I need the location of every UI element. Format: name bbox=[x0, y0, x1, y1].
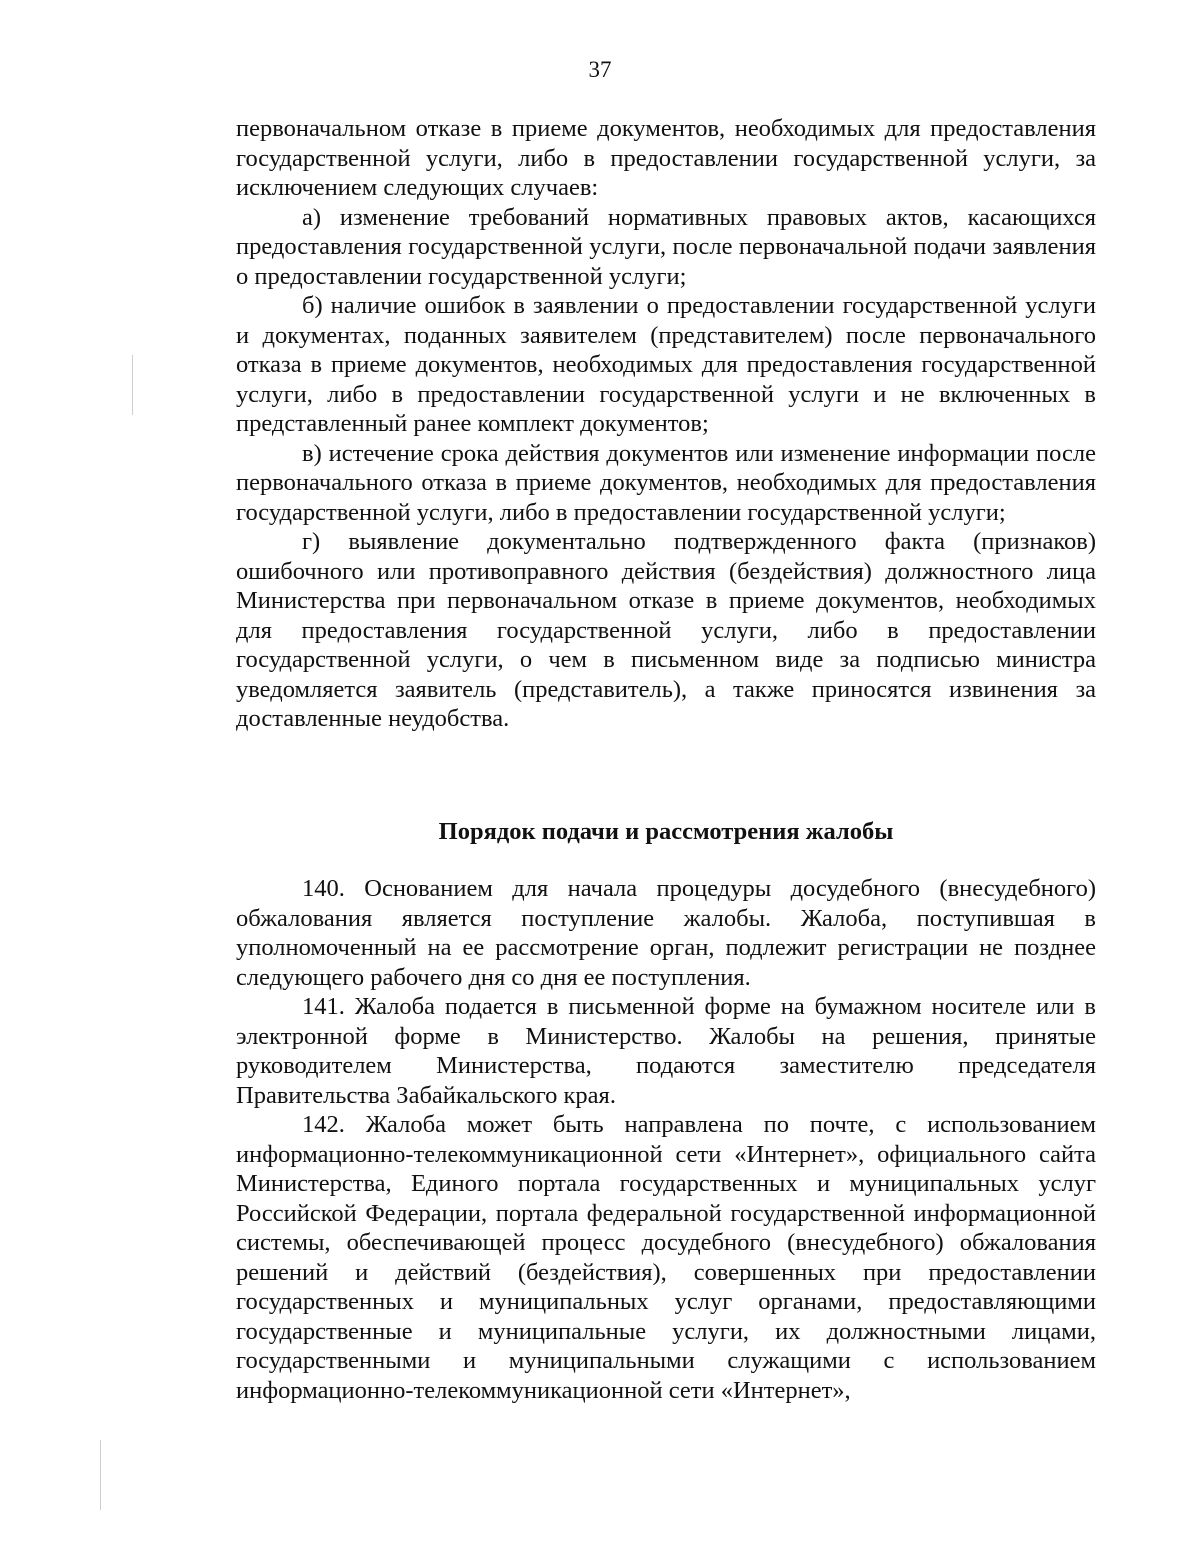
scan-margin-mark bbox=[132, 355, 133, 415]
page-number: 37 bbox=[588, 57, 612, 82]
paragraph-item-b: б) наличие ошибок в заявлении о предоставлении государственной услуги и документах, поданных заявителем (представителем) после первоначального отказа в приеме документов, необходимых для предоставления государственной услуги, либо в предоставлении государственной услуги и не включенных в представленный ранее комплект документов; bbox=[236, 292, 1096, 437]
paragraph-141: 141. Жалоба подается в письменной форме на бумажном носителе или в электронной форме в Министерство. Жалобы на решения, принятые руководителем Министерства, подаются заместителю председателя Правительства Забайкальского края. bbox=[236, 993, 1096, 1109]
section-heading: Порядок подачи и рассмотрения жалобы bbox=[438, 818, 894, 845]
text-block-complaint-procedure bbox=[236, 874, 1096, 1405]
paragraph-continuation: первоначальном отказе в приеме документов, необходимых для предоставления государственной услуги, либо в предоставлении государственной услуги, за исключением следующих случаев: bbox=[236, 115, 1096, 201]
paragraph-140: 140. Основанием для начала процедуры досудебного (внесудебного) обжалования является поступление жалобы. Жалоба, поступившая в уполномоченный на ее рассмотрение орган, подлежит регистрации не позднее следующего рабочего дня со дня ее поступления. bbox=[236, 875, 1096, 991]
paragraph-142: 142. Жалоба может быть направлена по почте, с использованием информационно-телекоммуникационной сети «Интернет», официального сайта Министерства, Единого портала государственных и муниципальных услуг Российской Федерации, портала федеральной государственной информационной системы, обеспечивающей процесс досудебного (внесудебного) обжалования решений и действий (бездействия), совершенных при предоставлении государственных и муниципальных услуг органами, предоставляющими государственные и муниципальные услуги, их должностными лицами, государственными и муниципальными служащими с использованием информационно-телекоммуникационной сети «Интернет», bbox=[236, 1111, 1096, 1404]
paragraph-item-a: а) изменение требований нормативных правовых актов, касающихся предоставления государственной услуги, после первоначальной подачи заявления о предоставлении государственной услуги; bbox=[236, 203, 1096, 290]
paragraph-item-v: в) истечение срока действия документов или изменение информации после первоначального отказа в приеме документов, необходимых для предоставления государственной услуги, либо в предоставлении государственной услуги; bbox=[236, 439, 1096, 526]
scan-margin-mark bbox=[100, 1440, 101, 1510]
text-block-continuation bbox=[236, 114, 1096, 734]
paragraph-item-g: г) выявление документально подтвержденного факта (признаков) ошибочного или противоправного действия (бездействия) должностного лица Министерства при первоначальном отказе в приеме документов, необходимых для предоставления государственной услуги, либо в предоставлении государственной услуги, о чем в письменном виде за подписью министра уведомляется заявитель (представитель), а также приносятся извинения за доставленные неудобства. bbox=[236, 528, 1096, 732]
